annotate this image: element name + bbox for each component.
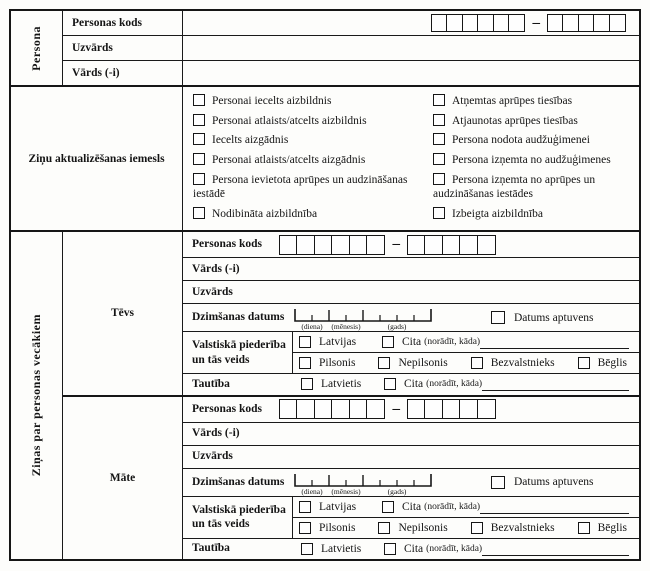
- persona-uzvards-label: Uzvārds: [63, 36, 183, 60]
- reason-row: [193, 114, 633, 128]
- persona-kods-row: [63, 11, 639, 36]
- checkbox-icon[interactable]: [433, 153, 445, 165]
- date-unit-month: (mēnesis): [331, 486, 361, 496]
- citizenship-bezvalstnieks-option[interactable]: [471, 522, 555, 534]
- option-label: Latvijas: [319, 336, 357, 348]
- mother-vards-row: [183, 423, 639, 446]
- citizenship-type-row: [293, 353, 639, 373]
- persona-kods-label: Personas kods: [63, 11, 183, 35]
- reason-option-label: Atņemtas aprūpes tiesības: [452, 95, 573, 107]
- reason-option-label: Personai atlaists/atcelts aizbildnis: [212, 114, 367, 127]
- citizenship-cita-option[interactable]: [382, 336, 480, 348]
- father-citizenship-row: [183, 332, 639, 374]
- option-label: Pilsonis: [319, 521, 356, 534]
- reason-section-label: Ziņu aktualizēšanas iemesls: [11, 87, 183, 230]
- reason-option-label: Iecelts aizgādnis: [212, 134, 289, 147]
- section-persona: [11, 11, 639, 87]
- mother-citizenship-row: [183, 497, 639, 539]
- kods-digit-box[interactable]: [366, 399, 385, 419]
- father-date-approx-option[interactable]: [491, 311, 594, 324]
- tautiba-latvietis-option[interactable]: [301, 378, 384, 390]
- persona-vards-row: [63, 61, 639, 85]
- kods-digit-box[interactable]: [508, 14, 525, 32]
- date-unit-day: (diena): [301, 486, 323, 496]
- father-block: [63, 232, 639, 397]
- reason-option[interactable]: [193, 173, 433, 202]
- date-comb-icon: [293, 304, 433, 331]
- reason-option[interactable]: [193, 207, 433, 221]
- kods-digit-box[interactable]: [314, 235, 333, 255]
- checkbox-icon[interactable]: [299, 336, 311, 348]
- citizenship-type-row: [293, 518, 639, 538]
- kods-digit-box[interactable]: [296, 399, 315, 419]
- father-citizenship-label: [183, 332, 293, 373]
- checkbox-icon[interactable]: [193, 114, 205, 126]
- checkbox-icon[interactable]: [384, 378, 396, 390]
- option-hint: (norādīt, kāda): [426, 379, 483, 390]
- date-approx-label: Datums aptuvens: [514, 476, 594, 488]
- reason-options: [183, 87, 639, 230]
- checkbox-icon[interactable]: [301, 543, 313, 555]
- persona-section-header: [11, 11, 63, 85]
- father-kods-label: Personas kods: [192, 238, 262, 251]
- mother-birthdate-field[interactable]: [293, 469, 433, 496]
- mother-citizenship-label: [183, 497, 293, 538]
- parents-section-header: [11, 232, 63, 559]
- checkbox-icon[interactable]: [433, 207, 445, 219]
- checkbox-icon[interactable]: [382, 336, 394, 348]
- checkbox-icon[interactable]: [433, 133, 445, 145]
- kods-digit-box[interactable]: [331, 399, 350, 419]
- kods-separator-dash: –: [532, 14, 540, 31]
- option-label: Cita: [402, 500, 422, 513]
- checkbox-icon[interactable]: [578, 357, 590, 369]
- reason-row: [193, 153, 633, 167]
- tautiba-cita-option[interactable]: [384, 378, 482, 390]
- reason-option[interactable]: [433, 94, 633, 108]
- father-tautiba-row: [183, 374, 639, 395]
- mother-uzvards-label: Uzvārds: [192, 450, 233, 463]
- mother-citizenship-options: [293, 497, 639, 538]
- citizenship-label-line2: un tās veids: [192, 518, 250, 530]
- mother-fields: [183, 397, 639, 560]
- reason-row: [193, 133, 633, 147]
- kods-digit-box[interactable]: [279, 235, 298, 255]
- mother-date-approx-option[interactable]: [491, 476, 594, 489]
- date-unit-day: (diena): [301, 322, 323, 331]
- mother-birthdate-row: [183, 469, 639, 497]
- date-unit-year: (gads): [387, 486, 407, 496]
- mother-tautiba-label: Tautība: [192, 542, 230, 555]
- option-label: Bēglis: [597, 357, 627, 369]
- reason-option-label: Persona izņemta no audžuģimenes: [452, 153, 611, 166]
- kods-digit-box[interactable]: [296, 235, 315, 255]
- option-label: Bezvalstnieks: [490, 357, 555, 369]
- kods-digit-box[interactable]: [279, 399, 298, 419]
- citizenship-nepilsonis-option[interactable]: [378, 522, 447, 534]
- mother-kods-row: [183, 397, 639, 423]
- checkbox-icon[interactable]: [378, 357, 390, 369]
- reason-option-label: Atjaunotas aprūpes tiesības: [452, 114, 578, 127]
- father-kods-row: [183, 232, 639, 258]
- reason-option[interactable]: [433, 207, 633, 221]
- persona-uzvards-row: [63, 36, 639, 61]
- kods-separator-dash: –: [392, 400, 400, 417]
- option-label: Latvietis: [321, 542, 362, 555]
- reason-option-label: Persona ievietota aprūpes un audzināšanas iestādē: [193, 173, 408, 200]
- kods-digit-box[interactable]: [609, 14, 626, 32]
- checkbox-icon[interactable]: [299, 522, 311, 534]
- mother-label: Māte: [63, 397, 183, 560]
- persona-kods-boxes: [431, 14, 624, 32]
- checkbox-icon[interactable]: [578, 522, 590, 534]
- father-birthdate-label: Dzimšanas datums: [192, 311, 285, 324]
- option-label: Nepilsonis: [398, 357, 448, 369]
- checkbox-icon[interactable]: [193, 133, 205, 145]
- father-citizenship-options: [293, 332, 639, 373]
- father-vards-row: [183, 258, 639, 281]
- kods-digit-box[interactable]: [424, 235, 443, 255]
- checkbox-icon[interactable]: [193, 207, 205, 219]
- citizenship-latvijas-option[interactable]: [299, 336, 382, 348]
- section-reason: [11, 87, 639, 232]
- kods-digit-box[interactable]: [477, 235, 496, 255]
- mother-tautiba-row: [183, 539, 639, 560]
- checkbox-icon[interactable]: [491, 311, 505, 324]
- tautiba-latvietis-option[interactable]: [301, 543, 384, 555]
- date-comb-icon: [293, 469, 433, 496]
- checkbox-icon[interactable]: [378, 522, 390, 534]
- citizenship-cita-write-in[interactable]: [480, 500, 629, 514]
- option-label: Latvijas: [319, 500, 357, 513]
- persona-section-label: Persona: [29, 25, 43, 71]
- father-tautiba-options: [293, 377, 639, 391]
- mother-block: [63, 397, 639, 560]
- kods-digit-box[interactable]: [459, 399, 478, 419]
- form-table: [9, 9, 641, 561]
- checkbox-icon[interactable]: [433, 173, 445, 185]
- reason-option[interactable]: [433, 133, 633, 147]
- option-hint: (norādīt, kāda): [424, 337, 481, 347]
- kods-digit-box[interactable]: [442, 399, 461, 419]
- citizenship-latvijas-option[interactable]: [299, 501, 382, 513]
- option-hint: (norādīt, kāda): [424, 501, 481, 512]
- reason-option[interactable]: [433, 114, 633, 128]
- mother-uzvards-row: [183, 446, 639, 469]
- citizenship-pilsonis-option[interactable]: [299, 522, 355, 534]
- citizenship-bezvalstnieks-option[interactable]: [471, 357, 555, 369]
- mother-birthdate-label: Dzimšanas datums: [192, 475, 285, 488]
- kods-digit-box[interactable]: [424, 399, 443, 419]
- checkbox-icon[interactable]: [433, 114, 445, 126]
- kods-digit-box[interactable]: [407, 399, 426, 419]
- checkbox-icon[interactable]: [299, 357, 311, 369]
- option-label: Bēglis: [597, 521, 627, 534]
- kods-digit-box[interactable]: [349, 399, 368, 419]
- citizenship-cita-option[interactable]: [382, 501, 480, 513]
- option-label: Cita: [402, 336, 422, 348]
- reason-option-label: Izbeigta aizbildnība: [452, 207, 544, 220]
- kods-digit-box[interactable]: [407, 235, 426, 255]
- date-unit-month: (mēnesis): [331, 322, 361, 331]
- mother-vards-label: Vārds (-i): [192, 427, 240, 440]
- checkbox-icon[interactable]: [301, 378, 313, 390]
- father-birthdate-field[interactable]: [293, 304, 433, 331]
- tautiba-cita-write-in[interactable]: [482, 377, 629, 391]
- kods-digit-box[interactable]: [477, 399, 496, 419]
- reason-option-label: Persona nodota audžuģimenei: [452, 134, 590, 147]
- reason-option-label: Personai atlaists/atcelts aizgādnis: [212, 153, 366, 166]
- option-label: Nepilsonis: [398, 521, 448, 534]
- persona-vards-value-field[interactable]: [183, 61, 639, 85]
- kods-digit-box[interactable]: [314, 399, 333, 419]
- father-kods-boxes: [279, 235, 494, 255]
- option-label: Cita: [404, 542, 424, 555]
- reason-option[interactable]: [433, 153, 633, 167]
- mother-kods-label: Personas kods: [192, 402, 262, 415]
- citizenship-beglis-option[interactable]: [578, 522, 627, 534]
- kods-digit-box[interactable]: [349, 235, 368, 255]
- reason-row: [193, 94, 633, 108]
- reason-option[interactable]: [193, 133, 433, 147]
- reason-option-label: Personai iecelts aizbildnis: [212, 95, 332, 107]
- checkbox-icon[interactable]: [382, 501, 394, 513]
- parents-section-label: Ziņas par personas vecākiem: [29, 314, 43, 477]
- checkbox-icon[interactable]: [433, 94, 445, 106]
- checkbox-icon[interactable]: [491, 476, 505, 489]
- checkbox-icon[interactable]: [193, 94, 205, 106]
- option-hint: (norādīt, kāda): [426, 543, 483, 554]
- persona-vards-label: Vārds (-i): [63, 61, 183, 85]
- reason-option-label: Nodibināta aizbildnība: [212, 207, 318, 220]
- date-unit-year: (gads): [387, 322, 407, 331]
- kods-digit-box[interactable]: [459, 235, 478, 255]
- father-label: Tēvs: [63, 232, 183, 395]
- checkbox-icon[interactable]: [193, 153, 205, 165]
- reason-option[interactable]: [193, 114, 433, 128]
- kods-digit-box[interactable]: [442, 235, 461, 255]
- father-uzvards-row: [183, 281, 639, 304]
- option-label: Latvietis: [321, 378, 362, 391]
- citizenship-country-row: [293, 497, 639, 518]
- checkbox-icon[interactable]: [471, 357, 483, 369]
- reason-row: [193, 173, 633, 202]
- checkbox-icon[interactable]: [471, 522, 483, 534]
- checkbox-icon[interactable]: [384, 543, 396, 555]
- kods-digit-box[interactable]: [331, 235, 350, 255]
- tautiba-cita-option[interactable]: [384, 543, 482, 555]
- father-vards-label: Vārds (-i): [192, 262, 240, 275]
- reason-option[interactable]: [433, 173, 633, 202]
- option-label: Bezvalstnieks: [490, 521, 555, 534]
- mother-kods-boxes: [279, 399, 494, 419]
- reason-row: [193, 207, 633, 221]
- citizenship-label-line2: un tās veids: [192, 353, 250, 366]
- reason-option[interactable]: [193, 94, 433, 108]
- citizenship-beglis-option[interactable]: [578, 357, 627, 369]
- reason-option[interactable]: [193, 153, 433, 167]
- kods-digit-box[interactable]: [366, 235, 385, 255]
- citizenship-label-line1: Valstiskā piederība: [192, 339, 286, 352]
- citizenship-label-line1: Valstiskā piederība: [192, 503, 286, 516]
- checkbox-icon[interactable]: [193, 173, 205, 185]
- citizenship-nepilsonis-option[interactable]: [378, 357, 447, 369]
- persona-rows: [63, 11, 639, 85]
- option-label: Pilsonis: [319, 357, 356, 369]
- parents-rows: [63, 232, 639, 559]
- persona-kods-value-field[interactable]: [183, 11, 639, 35]
- reason-option-label: Persona izņemta no aprūpes un audzināšanas iestādes: [433, 173, 596, 200]
- father-birthdate-row: [183, 304, 639, 332]
- father-uzvards-label: Uzvārds: [192, 285, 233, 298]
- checkbox-icon[interactable]: [299, 501, 311, 513]
- section-parents: [11, 232, 639, 559]
- option-label: Cita: [404, 378, 424, 391]
- mother-tautiba-options: [293, 542, 639, 556]
- date-approx-label: Datums aptuvens: [514, 311, 594, 324]
- tautiba-cita-write-in[interactable]: [482, 542, 629, 556]
- father-tautiba-label: Tautība: [192, 377, 230, 390]
- citizenship-pilsonis-option[interactable]: [299, 357, 355, 369]
- citizenship-country-row: [293, 332, 639, 353]
- father-fields: [183, 232, 639, 395]
- kods-separator-dash: –: [392, 236, 400, 252]
- persona-uzvards-value-field[interactable]: [183, 36, 639, 60]
- citizenship-cita-write-in[interactable]: [480, 335, 629, 349]
